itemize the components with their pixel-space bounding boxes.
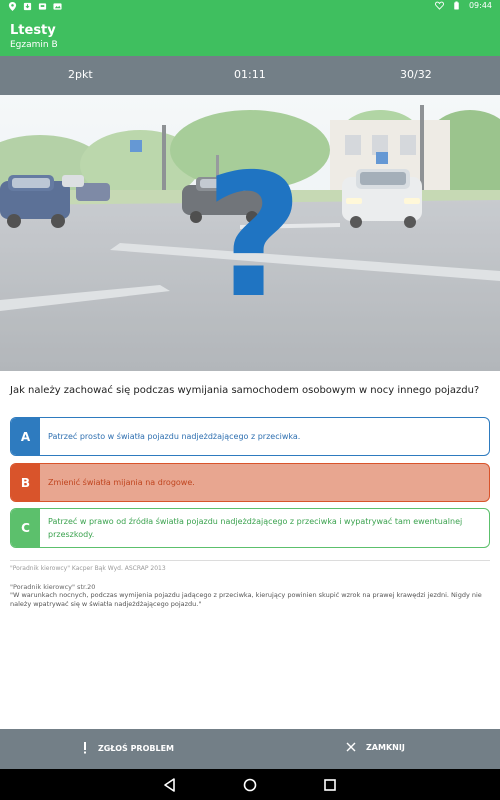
- answer-option-b[interactable]: [10, 463, 490, 502]
- timer-value: 01:11: [234, 68, 266, 81]
- source-reference: "Poradnik kierowcy" str.20: [10, 583, 96, 591]
- app-title: Ltesty: [10, 23, 56, 38]
- answer-text: Patrzeć w prawo od źródła światła pojazdu nadjeżdżającego z przeciwka i wypatrywać tam ewentualnej przeszkody.: [48, 517, 463, 539]
- divider: [10, 560, 490, 561]
- image-icon: [53, 2, 62, 11]
- heart-icon: [435, 1, 444, 10]
- points-value: 2pkt: [68, 68, 93, 81]
- answer-text: Zmienić światła mijania na drogowe.: [48, 478, 195, 487]
- report-problem-label: ZGŁOŚ PROBLEM: [98, 743, 175, 753]
- exclamation-icon: [82, 742, 88, 754]
- answer-option-c[interactable]: [10, 508, 490, 548]
- home-icon[interactable]: [242, 777, 258, 793]
- answer-letter: B: [11, 464, 40, 501]
- app-subtitle: Egzamin B: [10, 40, 58, 50]
- quiz-info-bar: [0, 56, 500, 95]
- location-icon: [8, 2, 17, 11]
- recent-apps-icon[interactable]: [322, 777, 338, 793]
- question-progress: 30/32: [400, 68, 432, 81]
- question-image: [0, 95, 500, 371]
- download-icon: [23, 2, 32, 11]
- usb-icon: [38, 2, 47, 11]
- answer-letter: C: [11, 509, 40, 547]
- battery-icon: [452, 1, 461, 10]
- source-citation: "Poradnik kierowcy" Kacper Bąk Wyd. ASCRAP 2013: [10, 565, 166, 572]
- close-label: ZAMKNIJ: [366, 742, 405, 752]
- app-bar: [0, 13, 500, 56]
- status-bar: [0, 0, 500, 13]
- explanation-text: "W warunkach nocnych, podczas wymijenia pojazdu jadącego z przeciwka, kierujący powinien skupić wzrok na prawej krawędzi jezdni. Nigdy nie należy wpatrywać się w światła nadjeżdżającego pojazdu.": [10, 591, 482, 608]
- road-photo-illustration: [0, 95, 500, 371]
- close-button[interactable]: [346, 742, 405, 752]
- back-icon[interactable]: [162, 777, 178, 793]
- bottom-action-bar: [0, 729, 500, 769]
- question-text: Jak należy zachować się podczas wymijania samochodem osobowym w nocy innego pojazdu?: [10, 385, 480, 396]
- system-nav-bar: [0, 769, 500, 800]
- question-mark-icon: ?: [204, 138, 304, 336]
- answer-option-a[interactable]: [10, 417, 490, 456]
- report-problem-button[interactable]: [82, 742, 174, 754]
- answer-letter: A: [11, 418, 40, 455]
- close-icon: [346, 742, 356, 752]
- status-time: 09:44: [468, 1, 492, 10]
- answer-text: Patrzeć prosto w światła pojazdu nadjeżdżającego z przeciwka.: [48, 432, 301, 441]
